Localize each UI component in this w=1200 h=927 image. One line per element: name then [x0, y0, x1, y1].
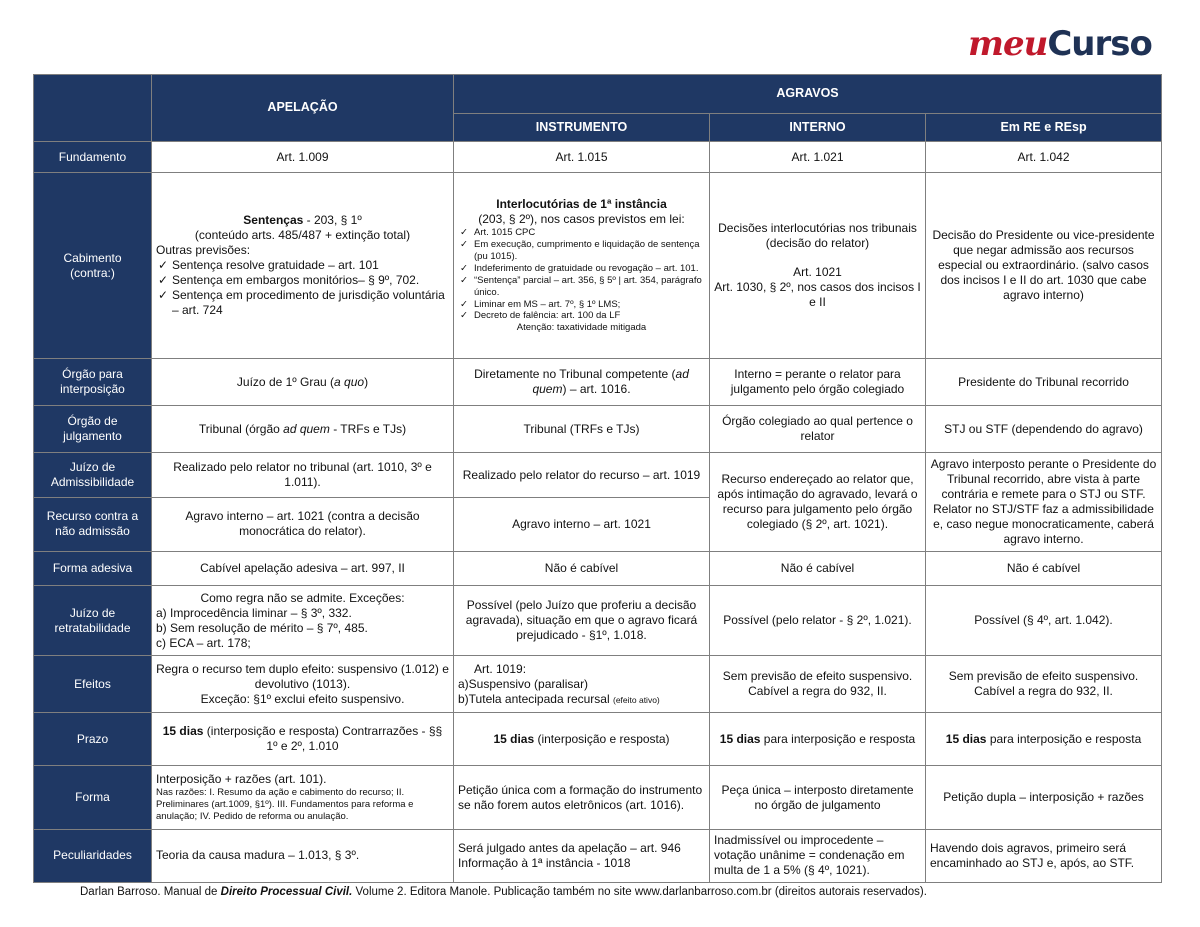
list-item: ✓ Art. 1015 CPC [458, 227, 705, 239]
efeitos-instrumento-l2: a)Suspensivo (paralisar) [458, 676, 589, 691]
list-item: b) Sem resolução de mérito – § 7º, 485. [156, 620, 368, 635]
fundamento-interno: Art. 1.021 [710, 142, 926, 173]
forma-apelacao [152, 766, 454, 829]
cabimento-instrumento-atencao: Atenção: taxatividade mitigada [516, 322, 647, 334]
row-retratabilidade [34, 586, 1162, 656]
prazo-bold: 15 dias [493, 731, 535, 746]
orgao-interposicao-interno: Interno = perante o relator para julgamento pelo órgão colegiado [710, 359, 926, 406]
cabimento-label-2: (contra:) [70, 265, 115, 280]
header-interno: INTERNO [710, 113, 926, 142]
list-item: ✓ Sentença em embargos monitórios– § 9º, 702. [156, 273, 449, 288]
row-label-recurso-nao-admissao: Recurso contra a não admissão [34, 498, 152, 551]
cabimento-label-1: Cabimento [63, 250, 122, 265]
cabimento-interno [710, 173, 926, 359]
row-forma-adesiva [34, 551, 1162, 586]
text-part: Tribunal (órgão [198, 421, 284, 436]
footer-post: Volume 2. Editora Manole. Publicação também no site www.darlanbarroso.com.br (direitos autorais reservados). [352, 886, 927, 898]
row-label-orgao-julgamento: Órgão de julgamento [34, 406, 152, 453]
row-label-efeitos: Efeitos [34, 655, 152, 712]
corner-cell [34, 75, 152, 142]
row-label-orgao-interposicao: Órgão para interposição [34, 359, 152, 406]
prazo-bold: 15 dias [162, 724, 204, 739]
forma-adesiva-interno: Não é cabível [710, 551, 926, 586]
prazo-bold: 15 dias [945, 731, 987, 746]
text-part: para interposição e resposta [986, 731, 1142, 746]
forma-interno: Peça única – interposto diretamente no órgão de julgamento [710, 766, 926, 829]
row-forma [34, 766, 1162, 829]
prazo-bold: 15 dias [719, 731, 761, 746]
row-cabimento [34, 173, 1162, 359]
list-item: a) Improcedência liminar – § 3º, 332. [156, 605, 352, 620]
retratabilidade-instrumento: Possível (pelo Juízo que proferiu a decisão agravada), situação em que o agravo ficará prejudicado - §1º, 1.018. [454, 586, 710, 656]
forma-adesiva-re-resp: Não é cabível [926, 551, 1162, 586]
cabimento-apelacao [152, 173, 454, 359]
row-label-peculiaridades: Peculiaridades [34, 829, 152, 882]
text-part: Diretamente no Tribunal competente ( [474, 367, 676, 382]
row-label-fundamento: Fundamento [34, 142, 152, 173]
cabimento-apelacao-list [156, 258, 449, 318]
efeitos-apelacao-l2: Exceção: §1º exclui efeito suspensivo. [200, 691, 405, 706]
admissibilidade-apelacao: Realizado pelo relator no tribunal (art. 1010, 3º e 1.011). [152, 453, 454, 498]
peculiaridades-instrumento-l2: Informação à 1ª instância - 1018 [458, 855, 631, 870]
list-item: c) ECA – art. 178; [156, 635, 251, 650]
row-label-forma-adesiva: Forma adesiva [34, 551, 152, 586]
orgao-julgamento-instrumento: Tribunal (TRFs e TJs) [454, 406, 710, 453]
cabimento-instrumento-title: Interlocutórias de 1ª instância [496, 197, 667, 212]
text-part: ) [364, 374, 369, 389]
forma-instrumento: Petição única com a formação do instrumento se não forem autos eletrônicos (art. 1016). [454, 766, 710, 829]
row-label-retratabilidade: Juízo de retratabilidade [34, 586, 152, 656]
cabimento-re-resp: Decisão do Presidente ou vice-presidente que negar admissão aos recursos especial ou extraordinário. (salvo casos dos incisos I e II do art. 1030 que cabe agravo interno) [926, 173, 1162, 359]
list-item: ✓ Decreto de falência: art. 100 da LF [458, 310, 705, 322]
cabimento-interno-line3: Art. 1030, § 2º, nos casos dos incisos I e II [714, 280, 921, 310]
orgao-julgamento-interno: Órgão colegiado ao qual pertence o relator [710, 406, 926, 453]
logo [968, 24, 1152, 64]
text-part: ad quem [532, 367, 689, 397]
forma-adesiva-apelacao: Cabível apelação adesiva – art. 997, II [152, 551, 454, 586]
list-item: ✓ Indeferimento de gratuidade ou revogação – art. 101. [458, 263, 705, 275]
row-prazo [34, 713, 1162, 766]
peculiaridades-apelacao: Teoria da causa madura – 1.013, § 3º. [152, 829, 454, 882]
text-part: (interposição e resposta) Contrarrazões - §§ 1º e 2º, 1.010 [203, 724, 443, 754]
row-label-forma: Forma [34, 766, 152, 829]
list-item: ✓ Sentença em procedimento de jurisdição voluntária – art. 724 [156, 288, 449, 318]
retratabilidade-apelacao-intro: Como regra não se admite. Exceções: [200, 590, 405, 605]
row-orgao-interposicao [34, 359, 1162, 406]
text-part: a quo [334, 374, 365, 389]
efeitos-instrumento-l3: b)Tutela antecipada recursal [458, 691, 613, 706]
efeitos-apelacao [152, 655, 454, 712]
logo-curso: Curso [1047, 24, 1152, 64]
retratabilidade-re-resp: Possível (§ 4º, art. 1.042). [926, 586, 1162, 656]
row-orgao-julgamento [34, 406, 1162, 453]
cabimento-apelacao-outras: Outras previsões: [156, 243, 251, 258]
text-part: ) – art. 1016. [562, 382, 631, 397]
admissibilidade-interno: Recurso endereçado ao relator que, após intimação do agravado, levará o recurso para julgamento pelo órgão colegiado (§ 2º, art. 1021). [710, 453, 926, 551]
prazo-re-resp [926, 713, 1162, 766]
text-part: Juízo de 1º Grau ( [236, 374, 335, 389]
cabimento-apelacao-rest: - 203, § 1º [303, 213, 362, 228]
forma-re-resp: Petição dupla – interposição + razões [926, 766, 1162, 829]
list-item: ✓ Liminar em MS – art. 7º, § 1º LMS; [458, 299, 705, 311]
orgao-interposicao-apelacao [152, 359, 454, 406]
efeitos-instrumento-l1: Art. 1019: [474, 661, 527, 676]
text-part: (interposição e resposta) [534, 731, 670, 746]
nao-admissao-apelacao: Agravo interno – art. 1021 (contra a decisão monocrática do relator). [152, 498, 454, 551]
cabimento-apelacao-line2: (conteúdo arts. 485/487 + extinção total) [194, 228, 411, 243]
forma-apelacao-small: Nas razões: I. Resumo da ação e cabimento do recurso; II. Preliminares (art.1009, §1º). III. Fundamentos para reforma e anulação; IV. Pedido de reforma ou anulação. [156, 787, 414, 822]
efeitos-instrumento [454, 655, 710, 712]
cabimento-instrumento-list [458, 227, 705, 322]
efeitos-re-resp: Sem previsão de efeito suspensivo. Cabível a regra do 932, II. [926, 655, 1162, 712]
footer-italic: Direito Processual Civil. [220, 886, 353, 898]
efeitos-instrumento-l3-small: (efeito ativo) [612, 694, 660, 705]
header-instrumento: INSTRUMENTO [454, 113, 710, 142]
text-part: para interposição e resposta [760, 731, 916, 746]
cabimento-interno-line1: Decisões interlocutórias nos tribunais (decisão do relator) [718, 221, 917, 251]
forma-adesiva-instrumento: Não é cabível [454, 551, 710, 586]
row-fundamento [34, 142, 1162, 173]
cabimento-instrumento [454, 173, 710, 359]
nao-admissao-instrumento: Agravo interno – art. 1021 [454, 498, 710, 551]
list-item: ✓ Em execução, cumprimento e liquidação de sentença (pu 1015). [458, 239, 705, 263]
peculiaridades-instrumento-l1: Será julgado antes da apelação – art. 946 [458, 840, 681, 855]
footer-citation [80, 886, 927, 898]
logo-meu: meu [968, 24, 1048, 64]
row-label-prazo: Prazo [34, 713, 152, 766]
orgao-interposicao-re-resp: Presidente do Tribunal recorrido [926, 359, 1162, 406]
row-juizo-admissibilidade [34, 453, 1162, 498]
header-apelacao: APELAÇÃO [152, 75, 454, 142]
forma-apelacao-l1: Interposição + razões (art. 101). [156, 772, 327, 787]
footer-pre: Darlan Barroso. Manual de [80, 886, 221, 898]
fundamento-re-resp: Art. 1.042 [926, 142, 1162, 173]
admissibilidade-re-resp: Agravo interposto perante o Presidente do Tribunal recorrido, abre vista à parte contrária e remete para o STJ ou STF. Relator no STJ/STF faz a admissibilidade e, caso negue monocraticamente, caberá agravo interno. [926, 453, 1162, 551]
text-part: ad quem [283, 421, 330, 436]
comparison-table [33, 74, 1162, 883]
row-efeitos [34, 655, 1162, 712]
text-part: - TRFs e TJs) [329, 421, 407, 436]
list-item: ✓ “Sentença” parcial – art. 356, § 5º | art. 354, parágrafo único. [458, 275, 705, 299]
peculiaridades-re-resp: Havendo dois agravos, primeiro será encaminhado ao STJ e, após, ao STF. [926, 829, 1162, 882]
orgao-interposicao-instrumento [454, 359, 710, 406]
admissibilidade-instrumento: Realizado pelo relator do recurso – art. 1019 [454, 453, 710, 498]
row-peculiaridades [34, 829, 1162, 882]
fundamento-apelacao: Art. 1.009 [152, 142, 454, 173]
efeitos-interno: Sem previsão de efeito suspensivo. Cabível a regra do 932, II. [710, 655, 926, 712]
prazo-interno [710, 713, 926, 766]
cabimento-instrumento-line2: (203, § 2º), nos casos previstos em lei: [478, 212, 685, 227]
retratabilidade-apelacao [152, 586, 454, 656]
prazo-instrumento [454, 713, 710, 766]
peculiaridades-interno: Inadmissível ou improcedente – votação unânime = condenação em multa de 1 a 5% (§ 4º, 1021). [710, 829, 926, 882]
retratabilidade-interno: Possível (pelo relator - § 2º, 1.021). [710, 586, 926, 656]
efeitos-apelacao-l1: Regra o recurso tem duplo efeito: suspensivo (1.012) e devolutivo (1013). [156, 661, 449, 691]
cabimento-interno-line2: Art. 1021 [793, 265, 842, 280]
list-item: ✓ Sentença resolve gratuidade – art. 101 [156, 258, 449, 273]
peculiaridades-instrumento [454, 829, 710, 882]
orgao-julgamento-apelacao [152, 406, 454, 453]
header-agravos: AGRAVOS [454, 75, 1162, 114]
row-label-cabimento [34, 173, 152, 359]
orgao-julgamento-re-resp: STJ ou STF (dependendo do agravo) [926, 406, 1162, 453]
prazo-apelacao [152, 713, 454, 766]
fundamento-instrumento: Art. 1.015 [454, 142, 710, 173]
row-label-juizo-admissibilidade: Juízo de Admissibilidade [34, 453, 152, 498]
cabimento-apelacao-bold: Sentenças [243, 213, 304, 228]
header-re-resp: Em RE e REsp [926, 113, 1162, 142]
